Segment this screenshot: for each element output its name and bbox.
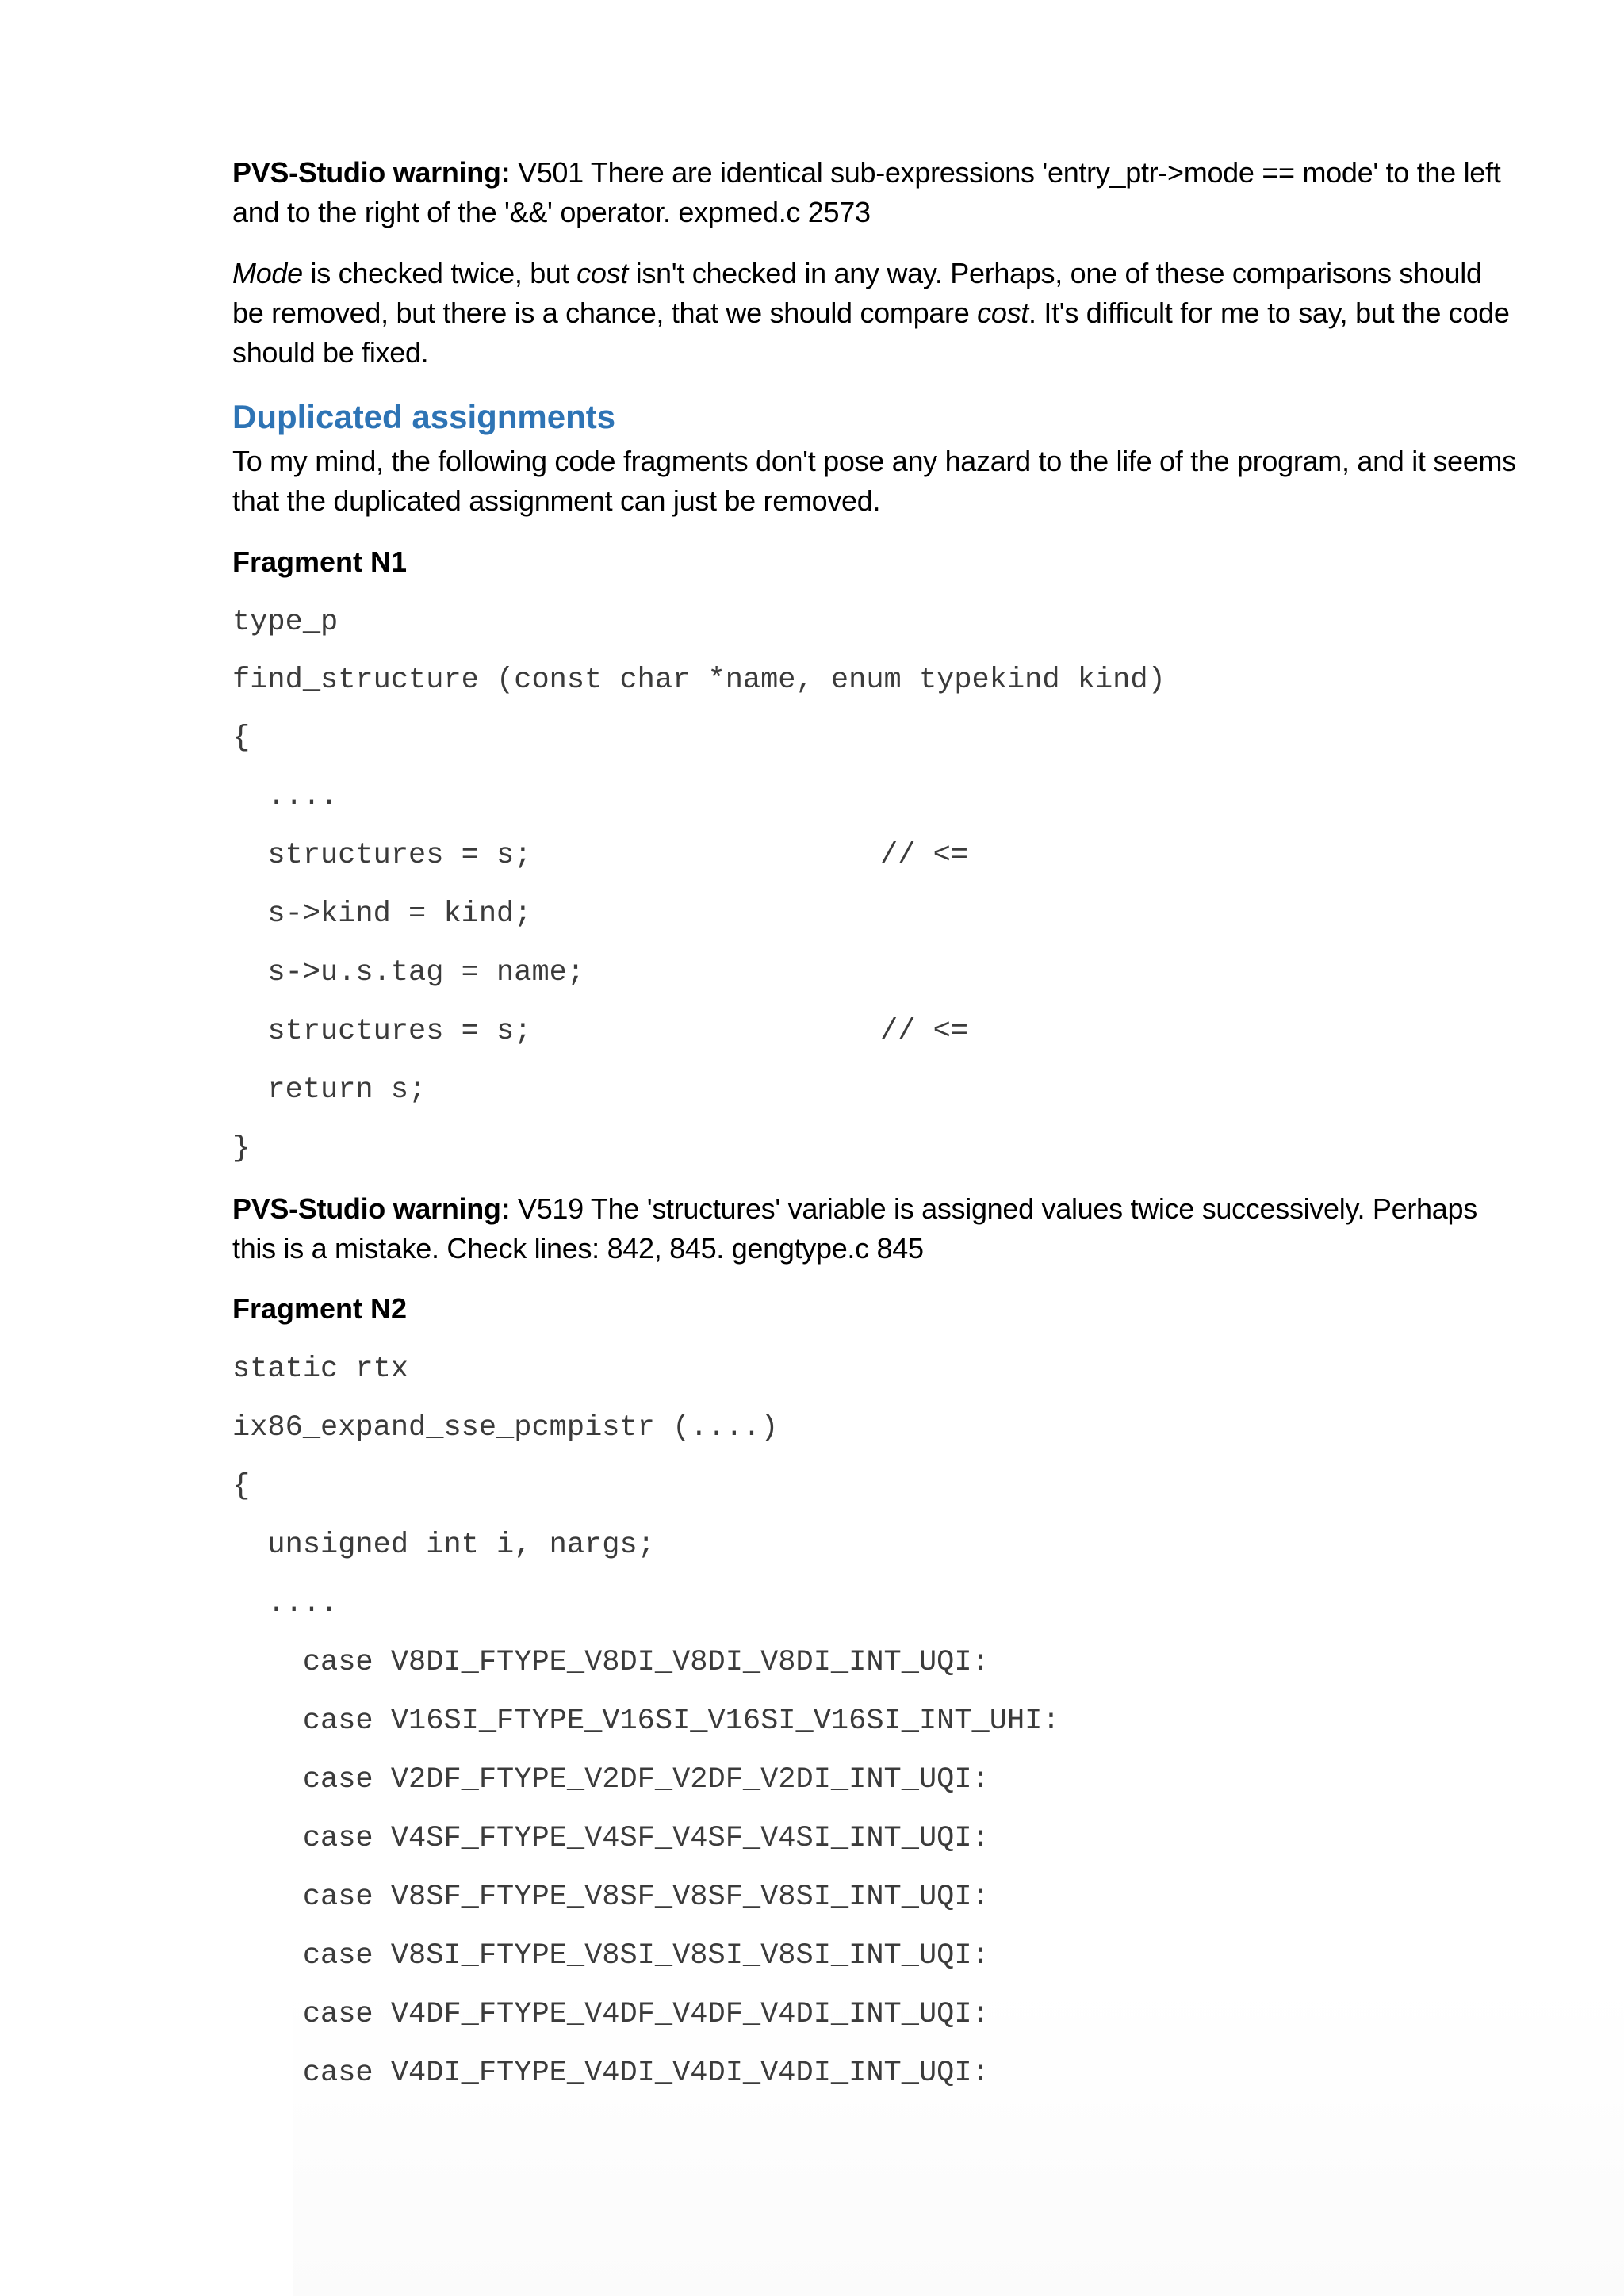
code-line: case V4DI_FTYPE_V4DI_V4DI_V4DI_INT_UQI: [232,2057,990,2090]
warning-v519 [232,1189,1517,1269]
mode-word: Mode [232,257,303,289]
warning-label: PVS-Studio warning: [232,1192,511,1225]
code-line: } [232,1132,251,1165]
code-line: s->kind = kind; [232,897,532,931]
code-line: { [232,721,251,755]
code-line: case V8SF_FTYPE_V8SF_V8SF_V8SI_INT_UQI: [232,1881,990,1914]
code-line: case V2DF_FTYPE_V2DF_V2DF_V2DI_INT_UQI: [232,1763,990,1797]
mode-paragraph [232,254,1517,373]
code-line: case V8SI_FTYPE_V8SI_V8SI_V8SI_INT_UQI: [232,1939,990,1973]
code-line: ix86_expand_sse_pcmpistr (....) [232,1411,779,1445]
code-line: case V4SF_FTYPE_V4SF_V4SF_V4SI_INT_UQI: [232,1822,990,1855]
code-line: { [232,1470,251,1503]
cost-word-2: cost [977,297,1028,329]
cost-word-1: cost [576,257,628,289]
code-comment: // <= [880,1015,969,1048]
fragment-n1-title: Fragment N1 [232,545,408,578]
warning-v501 [232,153,1517,232]
code-line: case V8DI_FTYPE_V8DI_V8DI_V8DI_INT_UQI: [232,1646,990,1679]
code-line: case V4DF_FTYPE_V4DF_V4DF_V4DI_INT_UQI: [232,1998,990,2031]
code-line: structures = s; [232,1015,532,1048]
mode-text-2: isn't checked in any way. Perhaps, one of these comparisons should be removed, but there is a chance, that we should compare [232,257,1482,329]
code-line: unsigned int i, nargs; [232,1529,655,1562]
warning-text: V519 The 'structures' variable is assigned values twice successively. Perhaps this is a mistake. Check lines: 842, 845. gengtype.c 845 [232,1192,1477,1265]
code-line: s->u.s.tag = name; [232,956,585,989]
fragment-n2-title: Fragment N2 [232,1292,408,1325]
code-comment: // <= [880,839,969,872]
code-line: find_structure (const char *name, enum typekind kind) [232,664,1166,697]
mode-text-3: . It's difficult for me to say, but the code should be fixed. [232,297,1510,369]
warning-label: PVS-Studio warning: [232,156,511,189]
warning-text: V501 There are identical sub-expressions 'entry_ptr->mode == mode' to the left and to the right of the '&&' operator. expmed.c 2573 [232,156,1501,228]
section-heading: Duplicated assignments [232,398,616,435]
code-line: return s; [232,1073,427,1107]
code-line: case V16SI_FTYPE_V16SI_V16SI_V16SI_INT_UHI: [232,1705,1060,1738]
code-line: type_p [232,606,339,639]
section-intro: To my mind, the following code fragments don't pose any hazard to the life of the program, and it seems that the duplicated assignment can just be removed. [232,445,1516,517]
code-line: static rtx [232,1353,409,1386]
code-line: .... [232,1587,339,1621]
code-line: structures = s; [232,839,532,872]
mode-text-1: is checked twice, but [302,257,577,289]
code-line: .... [232,780,339,813]
